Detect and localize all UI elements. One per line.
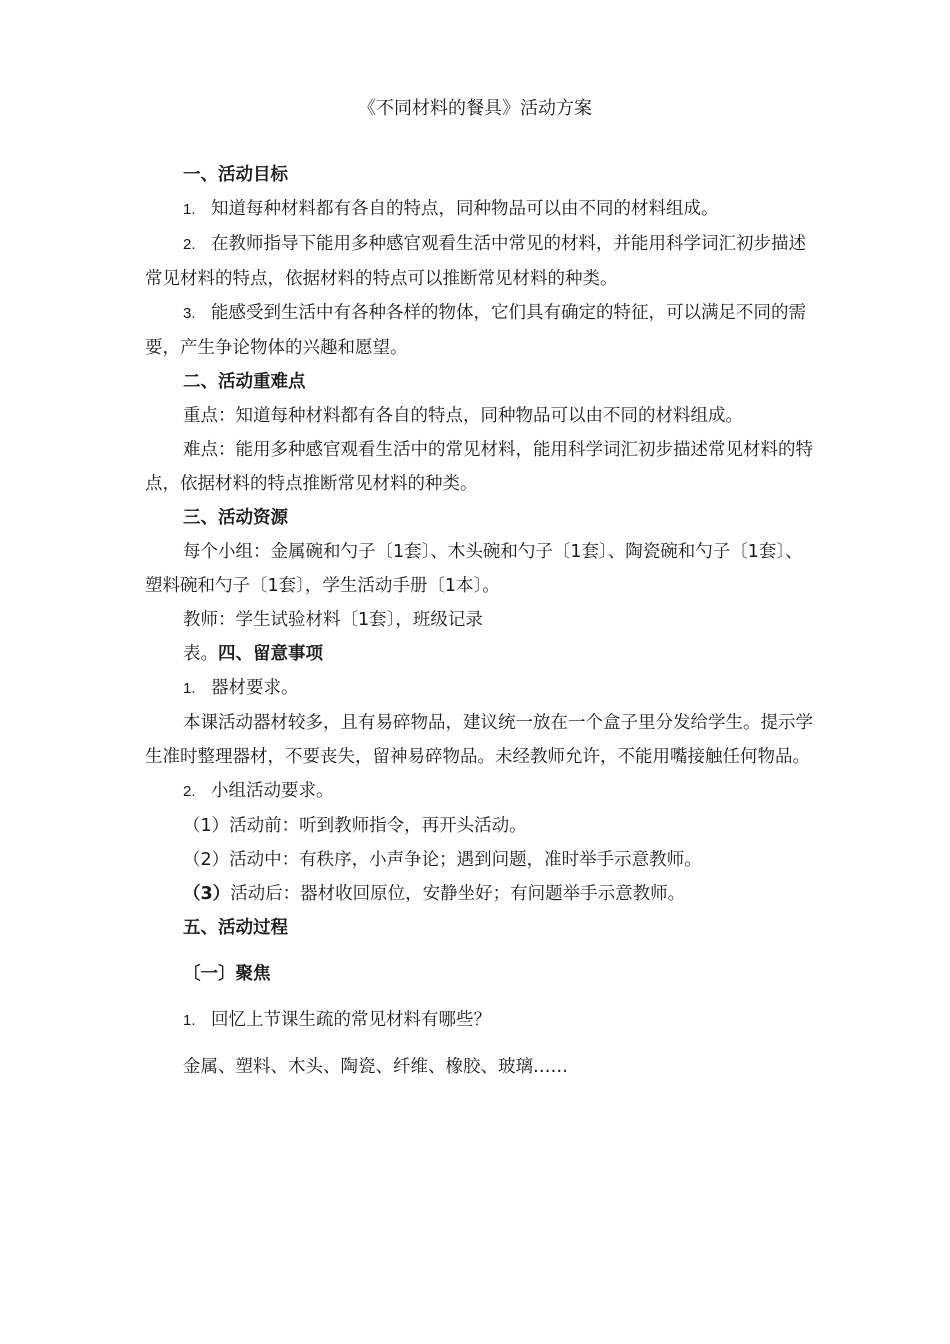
note-item-1-detail: 本课活动器材较多，且有易碎物品，建议统一放在一个盒子里分发给学生。提示学生准时整理器材，不要丧失，留神易碎物品。未经教师允许，不能用嘴接触任何物品。 [145, 713, 813, 767]
process-item-1-text: 回忆上节课生疏的常见材料有哪些？ [211, 1010, 491, 1030]
note-item-1-text: 器材要求。 [211, 678, 299, 698]
process-answer-text: 金属、塑料、木头、陶瓷、纤维、橡胶、玻璃…… [183, 1057, 568, 1077]
resource-teacher-tail-text: 表。 [183, 644, 218, 664]
section-heading-goals: 一、活动目标 [183, 165, 288, 185]
note-sub-item-3-text: 活动后：器材收回原位，安静坐好；有问题举手示意教师。 [230, 884, 686, 904]
difficulty-text: 难点：能用多种感官观看生活中的常见材料，能用科学词汇初步描述常见材料的特点，依据材料的特点推断常见材料的种类。 [145, 440, 813, 494]
document-body [145, 158, 820, 1084]
goal-item-2 [145, 227, 820, 296]
resource-teacher-text: 教师：学生试验材料〔1套〕，班级记录 [183, 610, 483, 630]
goal-item-2-text: 在教师指导下能用多种感官观看生活中常见的材料，并能用科学词汇初步描述常见材料的特点，依据材料的特点可以推断常见材料的种类。 [145, 234, 806, 289]
note-item-2 [145, 774, 820, 809]
sub-number: （3） [183, 884, 231, 904]
note-sub-item-1-text: 活动前：听到教师指令，再开头活动。 [229, 816, 527, 836]
list-number: 1. [183, 1012, 196, 1029]
section-heading-resources: 三、活动资源 [183, 508, 288, 528]
resource-group-text: 每个小组：金属碗和勺子〔1套〕、木头碗和勺子〔1套〕、陶瓷碗和勺子〔1套〕、塑料碗和勺子〔1套〕，学生活动手册〔1本〕。 [145, 542, 803, 596]
note-sub-item-2-text: 活动中：有秩序，小声争论；遇到问题，准时举手示意教师。 [229, 850, 702, 870]
note-item-1 [145, 671, 820, 706]
note-item-2-text: 小组活动要求。 [211, 781, 334, 801]
list-number: 1. [183, 680, 196, 697]
resource-teacher-tail [145, 637, 820, 671]
note-sub-item-1 [145, 809, 820, 843]
note-sub-item-3 [145, 877, 820, 911]
process-item-1 [145, 1003, 820, 1038]
section-heading-notes: 四、留意事项 [218, 644, 323, 664]
list-number: 2. [183, 236, 196, 253]
list-number: 3. [183, 305, 196, 322]
note-sub-item-2 [145, 843, 820, 877]
goal-item-1 [145, 192, 820, 227]
sub-heading-focus: 〔一〕聚焦 [183, 964, 271, 984]
sub-number: （2） [183, 850, 230, 870]
sub-number: （1） [183, 816, 230, 836]
goal-item-3 [145, 296, 820, 365]
list-number: 2. [183, 783, 196, 800]
key-point-text: 重点：知道每种材料都有各自的特点，同种物品可以由不同的材料组成。 [183, 406, 743, 426]
list-number: 1. [183, 201, 196, 218]
goal-item-3-text: 能感受到生活中有各种各样的物体，它们具有确定的特征，可以满足不同的需要，产生争论物体的兴趣和愿望。 [145, 303, 806, 358]
document-title: 《不同材料的餐具》活动方案 [358, 98, 592, 119]
goal-item-1-text: 知道每种材料都有各自的特点，同种物品可以由不同的材料组成。 [211, 199, 719, 219]
section-heading-process: 五、活动过程 [183, 918, 288, 938]
section-heading-key-points: 二、活动重难点 [183, 372, 306, 392]
